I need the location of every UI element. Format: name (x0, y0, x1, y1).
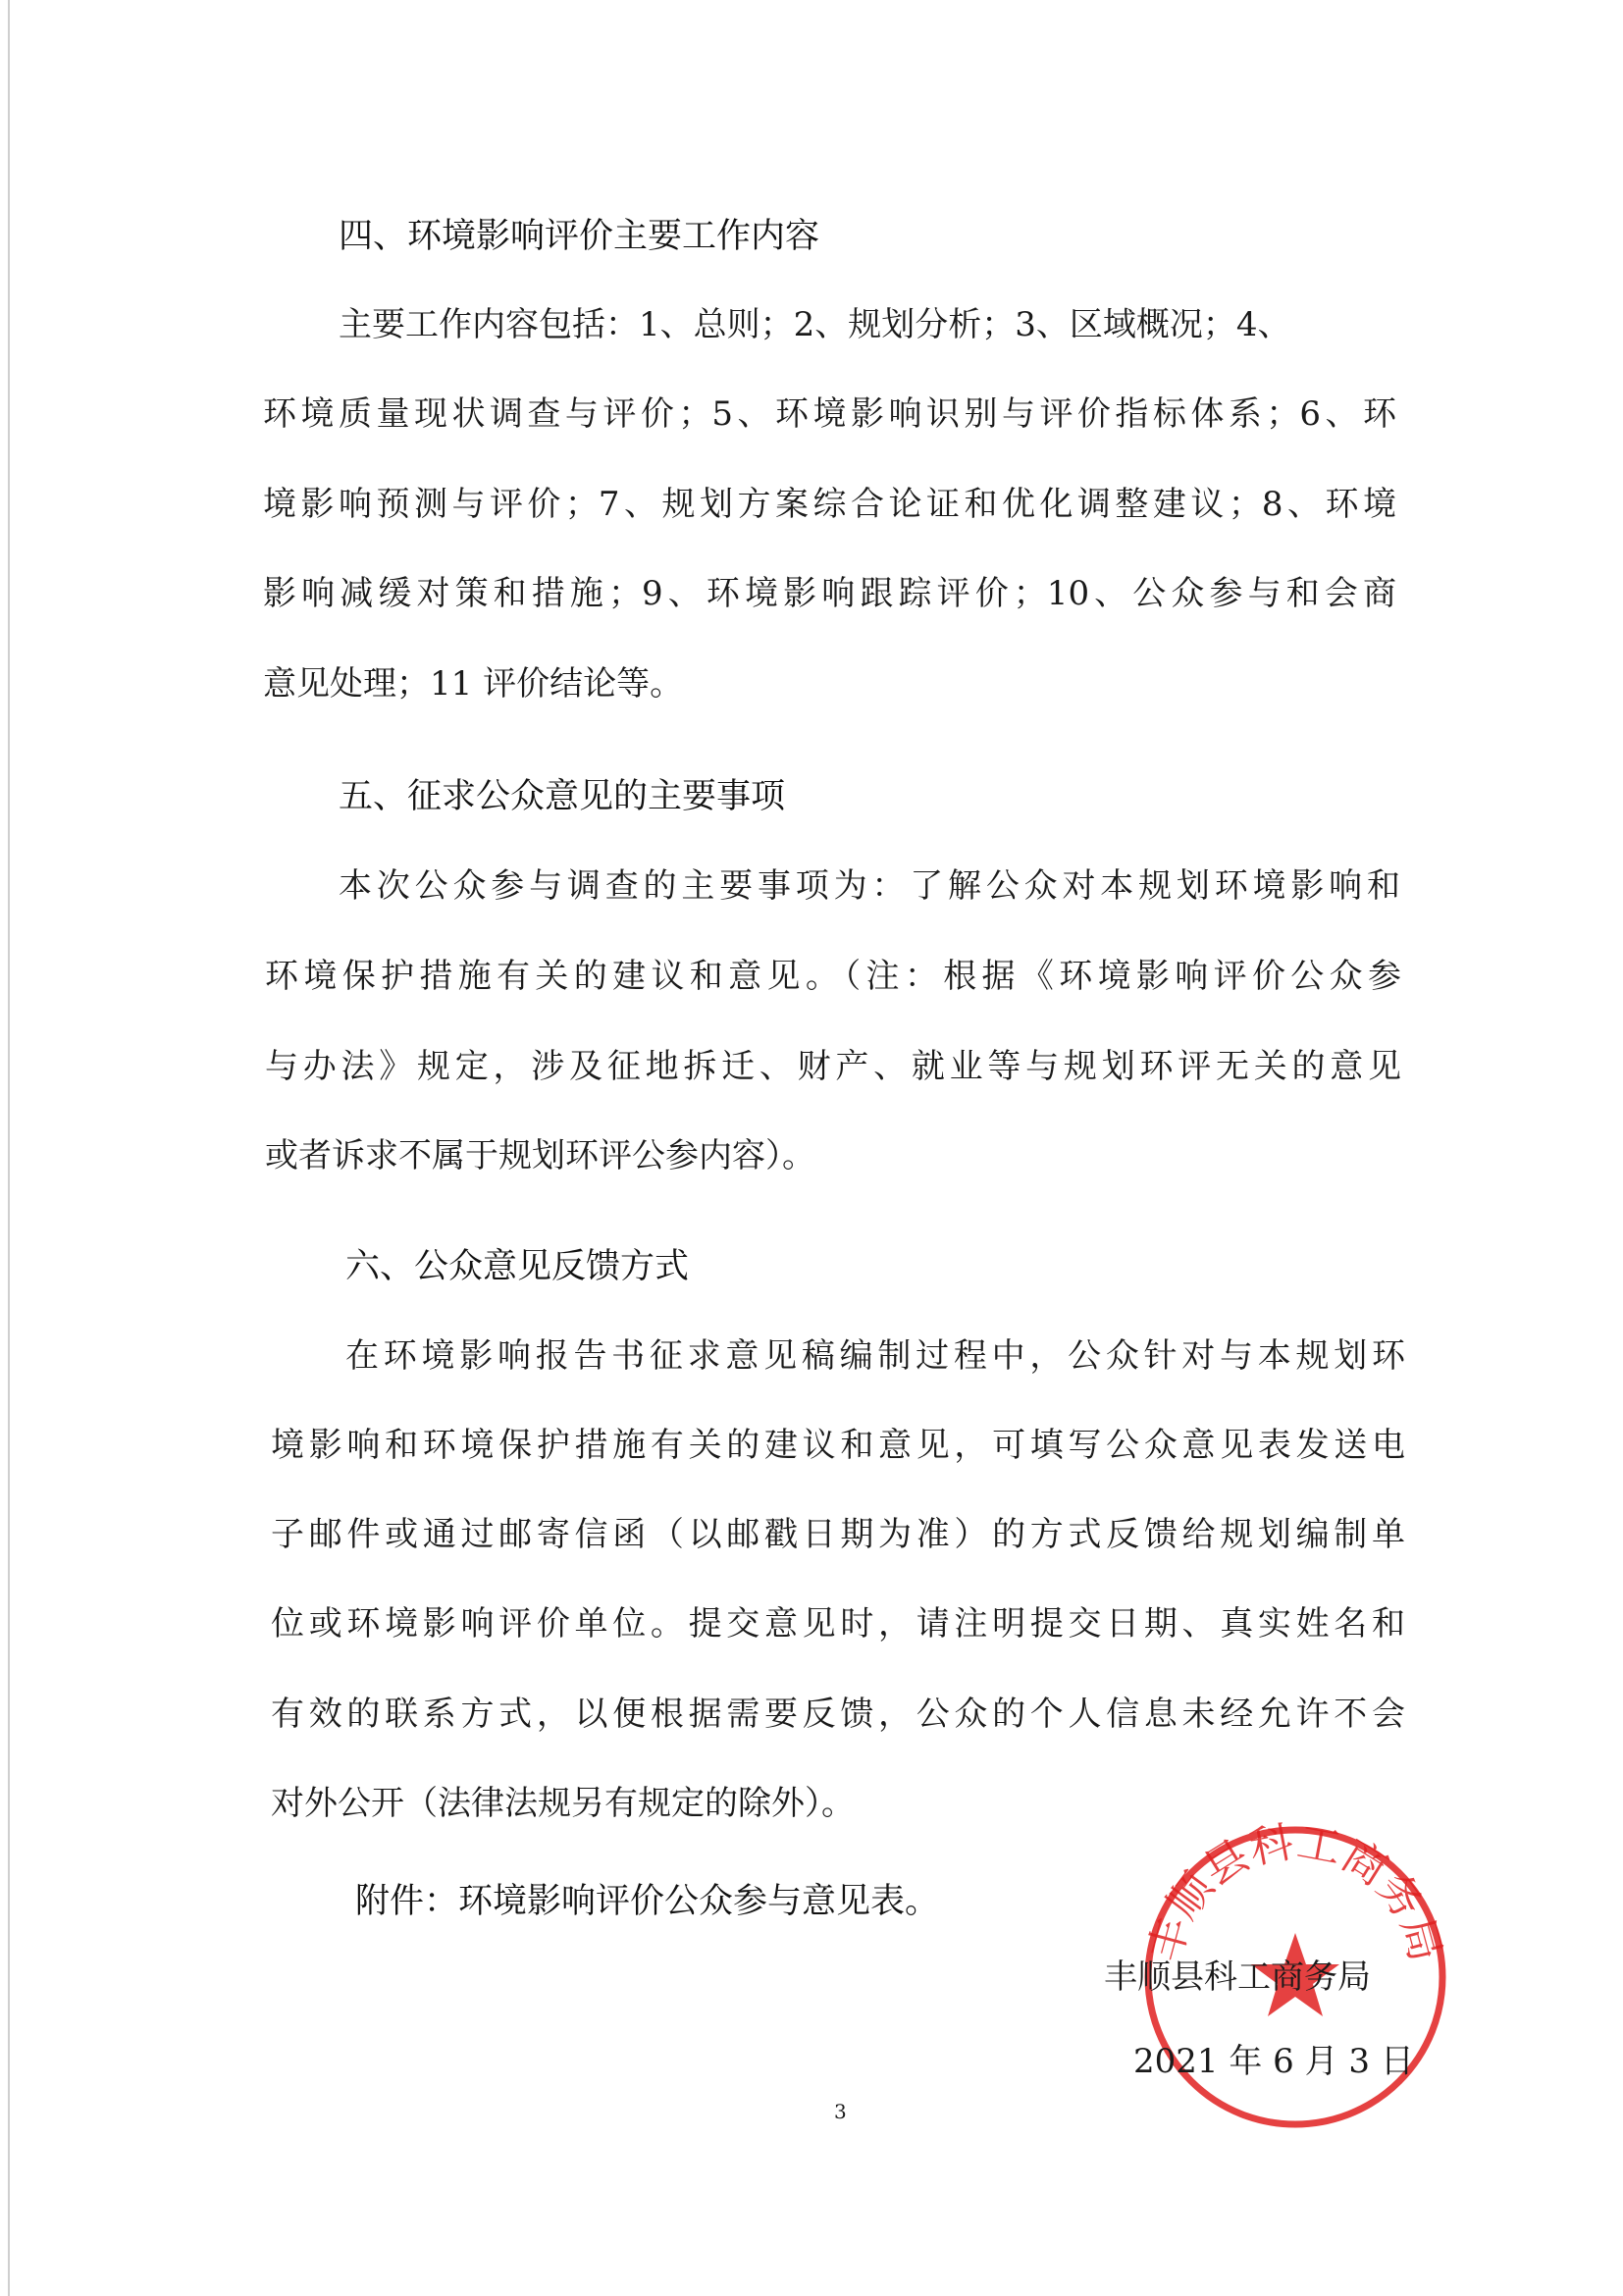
section-heading-5: 五、征求公众意见的主要事项 (339, 777, 786, 816)
section-6-line: 位或环境影响评价单位。提交意见时，请注明提交日期、真实姓名和 (271, 1604, 1405, 1644)
section-5-line: 本次公众参与调查的主要事项为：了解公众对本规划环境影响和 (339, 866, 1400, 906)
section-6-line: 子邮件或通过邮寄信函（以邮戳日期为准）的方式反馈给规划编制单 (271, 1515, 1405, 1554)
section-6-line: 有效的联系方式，以便根据需要反馈，公众的个人信息未经允许不会 (271, 1695, 1405, 1734)
issuing-authority: 丰顺县科工商务局 (1104, 1957, 1371, 1997)
scan-edge (8, 0, 10, 2296)
attachment-note: 附件：环境影响评价公众参与意见表。 (355, 1882, 940, 1921)
section-6-line: 对外公开（法律法规另有规定的除外）。 (271, 1784, 855, 1823)
seal-text: 丰顺县科工商务局 (1139, 1816, 1451, 1967)
section-6-line: 境影响和环境保护措施有关的建议和意见，可填写公众意见表发送电 (271, 1426, 1405, 1465)
page-number: 3 (834, 2100, 847, 2123)
section-4-line: 环境质量现状调查与评价；5、环境影响识别与评价指标体系；6、环 (263, 394, 1396, 434)
issue-date: 2021 年 6 月 3 日 (1133, 2042, 1414, 2081)
section-4-line: 意见处理；11 评价结论等。 (263, 664, 684, 704)
section-heading-4: 四、环境影响评价主要工作内容 (339, 217, 820, 256)
section-5-line: 或者诉求不属于规划环评公参内容）。 (265, 1136, 815, 1175)
section-4-line: 主要工作内容包括：1、总则；2、规划分析；3、区域概况；4、 (339, 305, 1291, 344)
section-4-line: 影响减缓对策和措施；9、环境影响跟踪评价；10、公众参与和会商 (263, 574, 1396, 613)
section-6-line: 在环境影响报告书征求意见稿编制过程中，公众针对与本规划环 (345, 1336, 1405, 1376)
section-heading-6: 六、公众意见反馈方式 (345, 1247, 690, 1286)
section-5-line: 环境保护措施有关的建议和意见。（注：根据《环境影响评价公众参 (265, 957, 1401, 996)
section-5-line: 与办法》规定，涉及征地拆迁、财产、就业等与规划环评无关的意见 (265, 1047, 1401, 1086)
section-4-line: 境影响预测与评价；7、规划方案综合论证和优化调整建议；8、环境 (263, 485, 1396, 524)
